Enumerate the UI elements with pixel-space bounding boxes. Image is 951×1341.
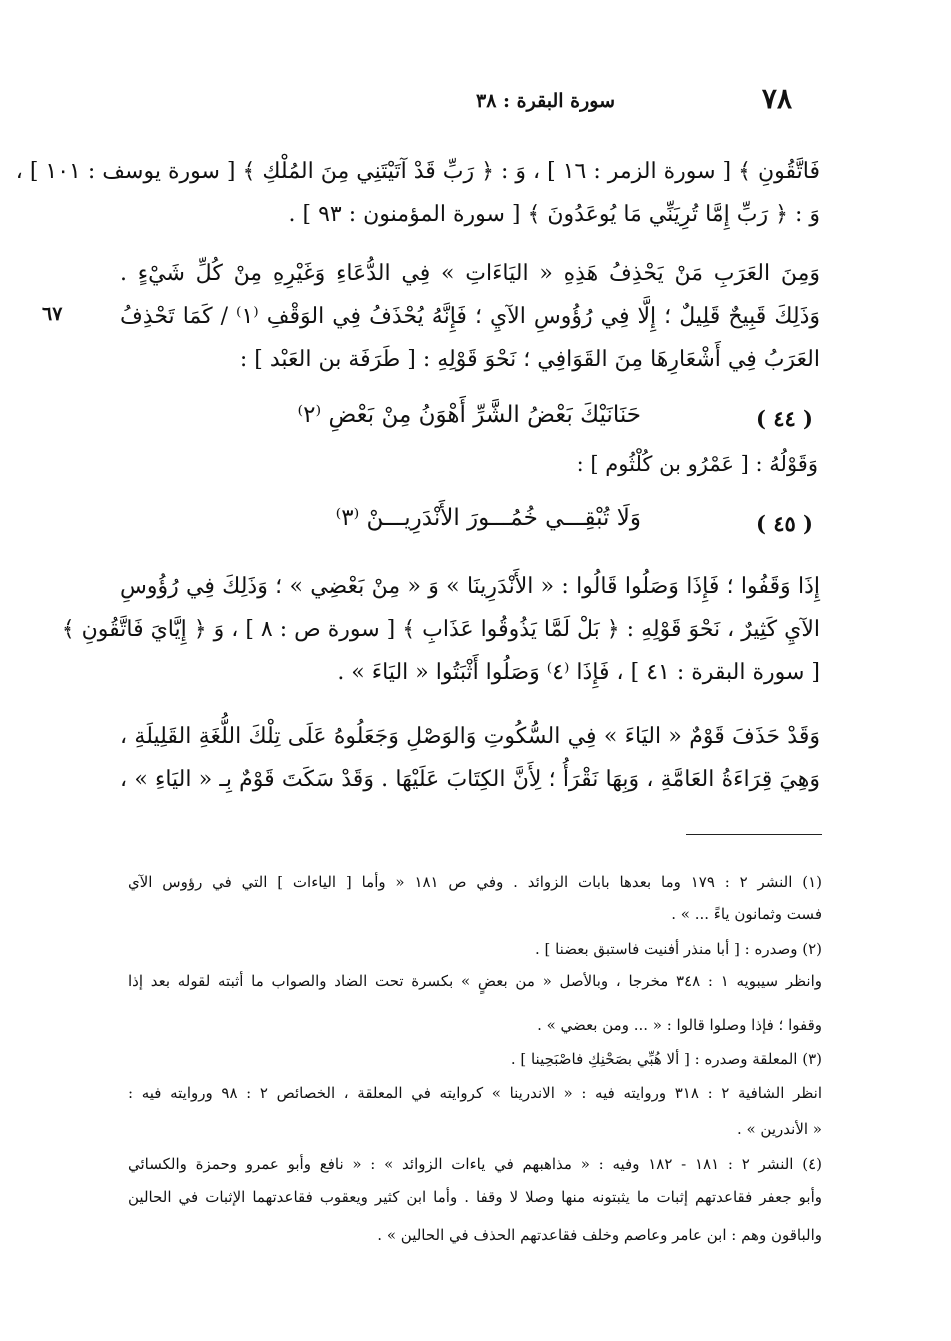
footnote-line: (٣) المعلقة وصدره : [ ألا هُبِّي بصَحْنِكِ فاصْبَحِينا ] . bbox=[510, 1050, 822, 1068]
body-line: وَقَدْ حَذَفَ قَوْمٌ « اليَاءَ » فِي السُّكُوتِ وَالوَصْلِ وَجَعَلُوهُ عَلَى تِلْكَ اللُّغَةِ القَلِيلَةِ ، bbox=[120, 724, 820, 749]
footnote-line: وانظر سيبويه ١ : ٣٤٨ مخرجا ، وبالأصل « من بعضٍ » بكسرة تحت الضاد والصواب ما أثبته لقوله بعد إذا bbox=[128, 972, 822, 990]
body-line: [ سورة البقرة : ٤١ ] ، فَإِذَا ⁽٤⁾ وَصَلُوا أَثْبَتُوا « اليَاءَ » . bbox=[337, 660, 820, 685]
footnote-line: (١) النشر ٢ : ١٧٩ وما بعدها بابات الزوائد . وفي ص ١٨١ « وأما [ الياءات ] التي في رؤوس الآي bbox=[128, 873, 822, 891]
footnote-line: انظر الشافية ٢ : ٣١٨ وروايته فيه : « الاندرينا » كروايته في المعلقة ، الخصائص ٢ : ٩٨ وروايته فيه : bbox=[128, 1084, 823, 1102]
body-line: وَمِنَ العَرَبِ مَنْ يَحْذِفُ هَذِهِ « اليَاءَاتِ » فِي الدُّعَاءِ وَغَيْرِهِ مِنْ كُلِّ شَيْءٍ . bbox=[120, 261, 820, 286]
running-head: سورة البقرة : ٣٨ bbox=[476, 90, 615, 112]
footnote-line: والباقون وهم : ابن عامر وعاصم وخلف فقاعدتهم الحذف في الحالين » . bbox=[377, 1226, 822, 1244]
body-line: وَذَلِكَ قَبِيحٌ قَلِيلٌ ؛ إِلَّا فِي رُؤُوسِ الآيِ ؛ فَإِنَّهُ يُحْذَفُ فِي الوَقْفِ ⁽١⁾ / كَمَا تَحْذِفُ bbox=[120, 304, 820, 329]
verse-intro: وَقَوْلُهُ : [ عَمْرُو بن كُلْثُوم ] : bbox=[576, 452, 818, 476]
page-header bbox=[120, 82, 820, 126]
poetry-verse: وَلَا تُبْقِـــي خُمُـــورَ الأَنْدَرِيـــنْ ⁽٣⁾ bbox=[335, 505, 641, 531]
footnote-line: وقفوا ؛ فإذا وصلوا قالوا : « ... ومن بعضي » . bbox=[537, 1016, 822, 1034]
body-line: العَرَبُ فِي أَشْعَارِهَا مِنَ القَوَافِي ؛ نَحْوَ قَوْلِهِ : [ طَرَفَة بن العَبْد ] : bbox=[239, 347, 820, 372]
poetry-verse: حَنَانَيْكَ بَعْضُ الشَّرِّ أَهْوَنُ مِنْ بَعْضِ ⁽٢⁾ bbox=[297, 402, 641, 428]
footnote-line: (٤) النشر ٢ : ١٨١ - ١٨٢ وفيه : « مذاهبهم في ياءات الزوائد » : « نافع وأبو عمرو وحمزة والكسائي bbox=[128, 1155, 823, 1173]
paragraph-1 bbox=[15, 150, 820, 236]
body-line: الآيِ كَثِيرٌ ، نَحْوَ قَوْلِهِ : ﴿ بَلْ لَمَّا يَذُوقُوا عَذَابِ ﴾ [ سورة ص : ٨ ] ، وَ ﴿ إِيَّايَ فَاتَّقُونِ ﴾ bbox=[61, 617, 820, 642]
footnote-line: وأبو جعفر فقاعدتهم إثبات ما يثبتونه منها وصلا لا وقفا . وأما ابن كثير ويعقوب فقاعدتهما الإثبات في الحالين bbox=[128, 1188, 822, 1206]
body-line: فَاتَّقُونِ ﴾ [ سورة الزمر : ١٦ ] ، وَ : ﴿ رَبِّ قَدْ آتَيْتَنِي مِنَ المُلْكِ ﴾ [ سورة يوسف : ١٠١ ] ، bbox=[15, 159, 820, 184]
paragraph-4 bbox=[120, 715, 820, 801]
paragraph-2 bbox=[120, 252, 820, 381]
verse-number: ( ٤٤ ) bbox=[755, 406, 813, 431]
body-line: وَهِيَ قِرَاءَةُ العَامَّةِ ، وَبِهَا نَقْرَأُ ؛ لِأَنَّ الكِتَابَ عَلَيْهَا . وَقَدْ سَكَتَ قَوْمٌ بِـ « اليَاءِ » ، bbox=[120, 767, 820, 792]
footnote-separator bbox=[686, 834, 822, 835]
margin-number: ٦٧ bbox=[42, 303, 63, 325]
footnote-line: فست وثمانون ياءً ... » . bbox=[671, 905, 822, 923]
body-line: إِذَا وَقَفُوا ؛ فَإِذَا وَصَلُوا قَالُوا : « الأَنْدَرِينَا » وَ « مِنْ بَعْضِي » ؛ وَذَلِكَ فِي رُؤُوسِ bbox=[120, 574, 820, 599]
body-line: وَ : ﴿ رَبِّ إِمَّا تُرِيَنِّي مَا يُوعَدُونَ ﴾ [ سورة المؤمنون : ٩٣ ] . bbox=[288, 202, 820, 227]
verse-number: ( ٤٥ ) bbox=[755, 511, 813, 536]
page-number: ٧٨ bbox=[761, 82, 792, 115]
footnote-line: (٢) وصدره : [ أبا منذر أفنيت فاستبق بعضنا ] . bbox=[534, 940, 822, 958]
paragraph-3 bbox=[61, 565, 820, 694]
footnote-line: « الأندرين » . bbox=[736, 1120, 822, 1138]
